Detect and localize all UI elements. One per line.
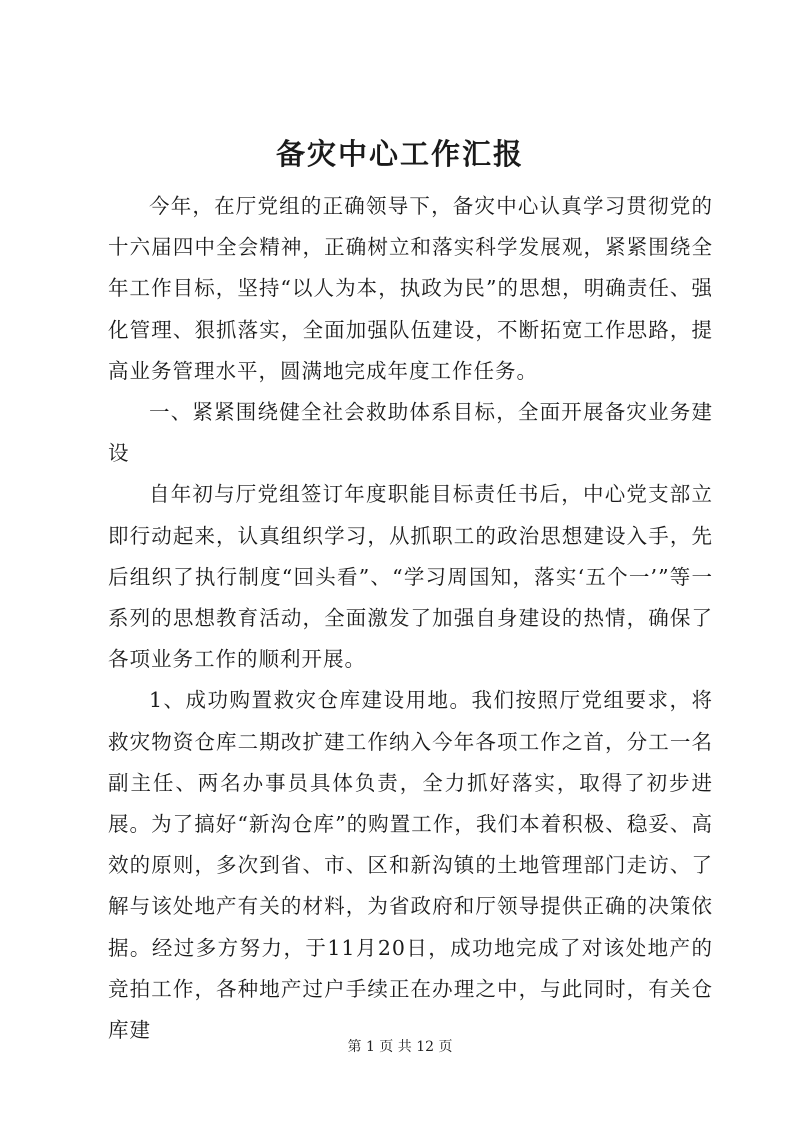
- section-heading-1: 一、紧紧围绕健全社会救助体系目标，全面开展备灾业务建设: [108, 400, 713, 466]
- document-body: [108, 186, 713, 1051]
- item-paragraph-1: 1、成功购置救灾仓库建设用地。我们按照厅党组要求，将救灾物资仓库二期改扩建工作纳入今年各项工作之首，分工一名副主任、两名办事员具体负责，全力抓好落实，取得了初步进展。为了搞好“新沟仓库”的购置工作，我们本着积极、稳妥、高效的原则，多次到省、市、区和新沟镇的土地管理部门走访、了解与该处地产有关的材料，为省政府和厅领导提供正确的决策依据。经过多方努力，于11月20日，成功地完成了对该处地产的竞拍工作，各种地产过户手续正在办理之中，与此同时，有关仓库建: [108, 688, 713, 1043]
- document-title: 备灾中心工作汇报: [275, 137, 524, 171]
- intro-paragraph: 今年，在厅党组的正确领导下，备灾中心认真学习贯彻党的十六届四中全会精神，正确树立和落实科学发展观，紧紧围绕全年工作目标，坚持“以人为本，执政为民”的思想，明确责任、强化管理、狠抓落实，全面加强队伍建设，不断拓宽工作思路，提高业务管理水平，圆满地完成年度工作任务。: [108, 194, 713, 383]
- body-paragraph: 自年初与厅党组签订年度职能目标责任书后，中心党支部立即行动起来，认真组织学习，从抓职工的政治思想建设入手，先后组织了执行制度“回头看”、“学习周国知，落实‘五个一’”等一系列的思想教育活动，全面激发了加强自身建设的热情，确保了各项业务工作的顺利开展。: [108, 482, 713, 672]
- page-number-footer: 第 1 页 共 12 页: [347, 1039, 453, 1055]
